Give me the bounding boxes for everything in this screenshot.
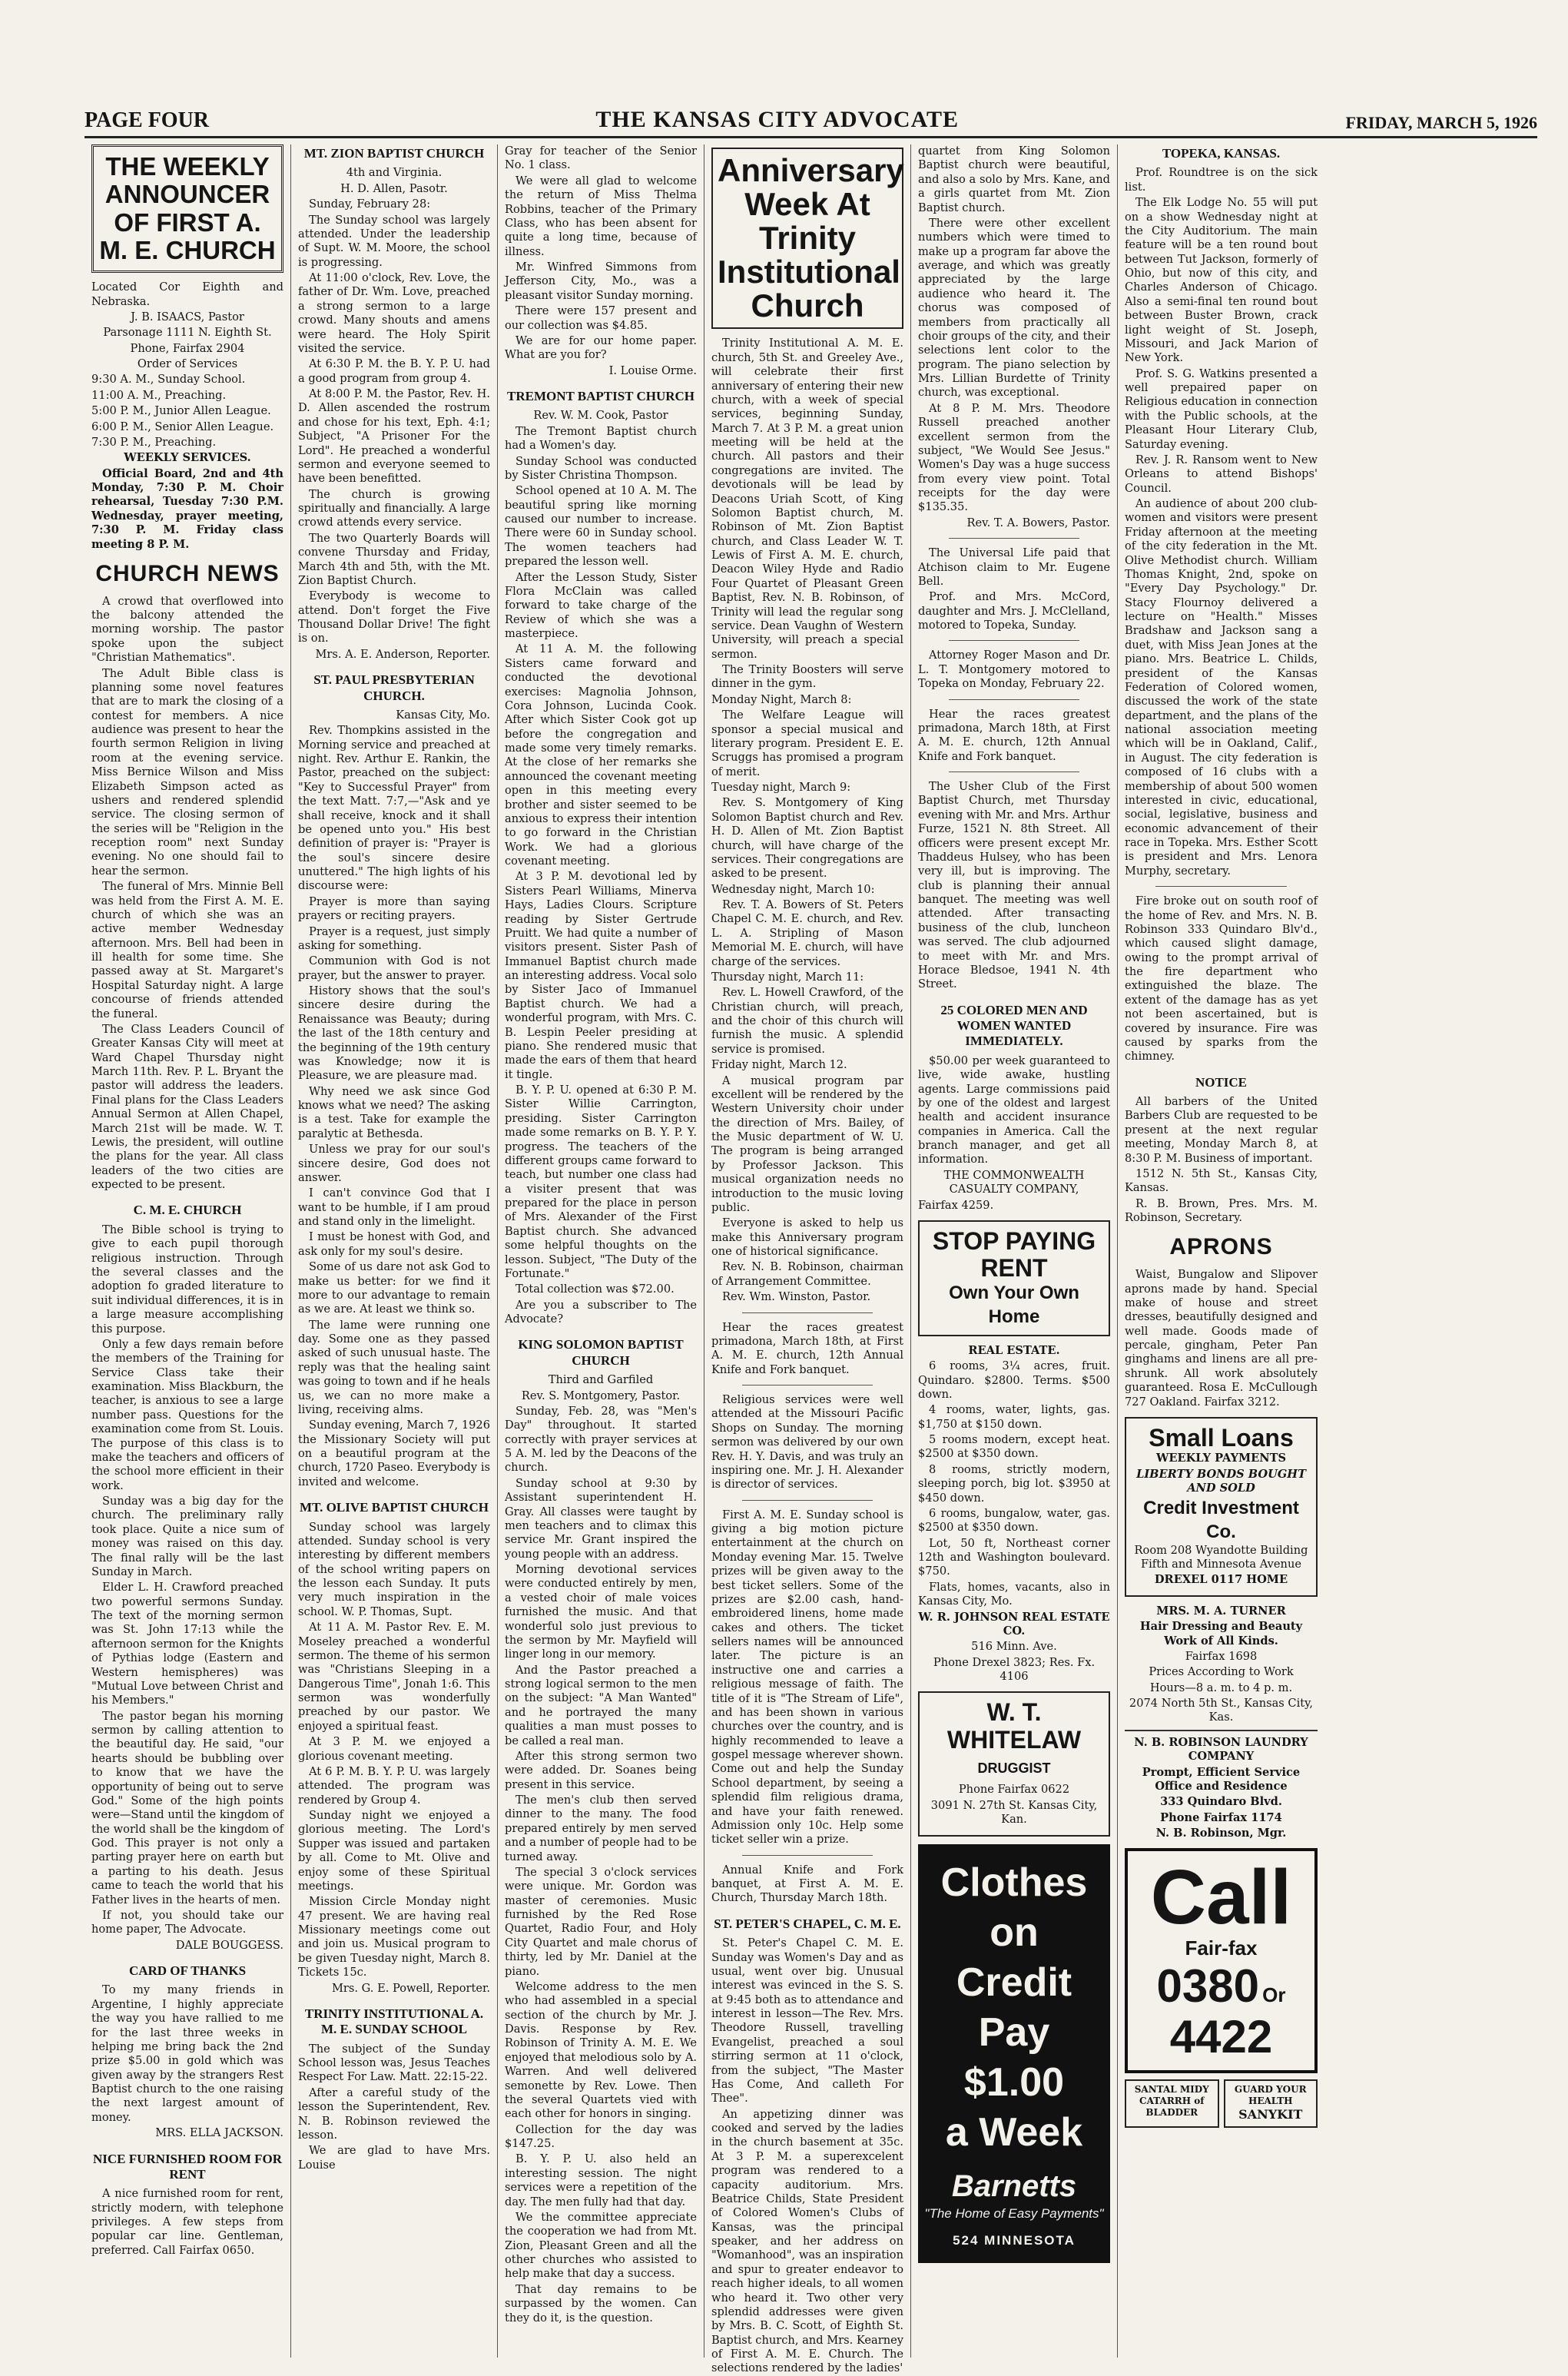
turner-name: MRS. M. A. TURNER	[1156, 1604, 1286, 1618]
small-loans-phone: DREXEL 0117 HOME	[1154, 1573, 1288, 1587]
call-fairfax-ad	[1125, 1848, 1318, 2073]
columns	[85, 144, 1537, 2375]
clothes-line: a Week	[945, 2109, 1083, 2155]
church-news-title: CHURCH NEWS	[95, 560, 280, 586]
divider	[949, 699, 1079, 700]
clothes-line: Clothes	[940, 1860, 1088, 1905]
mt-zion-paragraph: Sunday, February 28:	[309, 197, 431, 211]
anniversary-paragraph: The Welfare League will sponsor a special musical and literary program. President E. E. Scruggs has promised a program of merit.	[711, 708, 903, 778]
real-estate-listing: Flats, homes, vacants, also in Kansas City, Mo.	[918, 1580, 1110, 1608]
cme-paragraph: Only a few days remain before the members of the Training for Service Class take their examination. Miss Blackburn, the teacher, is anxious to see a large number pass. Questions for the examination come from St. Louis. The purpose of this class is to make the teachers and officers of the school more efficient in their work.	[91, 1337, 283, 1492]
anniversary-paragraph: Rev. T. A. Bowers of St. Peters Chapel C. M. E. church, and Rev. L. A. Stripling of Mason Memorial M. E. church, will have charge of the services.	[711, 898, 903, 968]
anniversary-paragraph: A musical program par excellent will be rendered by the Western University choir under the direction of Mrs. Bailey, of the Music department of W. U. The program is being arranged by Professor Jackson. This musical organization needs no introduction to the music loving public.	[711, 1074, 903, 1214]
barnetts-logo: Barnetts	[951, 2169, 1077, 2203]
small-loans-address: Room 208 Wyandotte Building Fifth and Minnesota Avenue	[1134, 1543, 1308, 1571]
notice-title: NOTICE	[1195, 1074, 1248, 1090]
continued-paragraph: quartet from King Solomon Baptist church were beautiful, and also a solo by Mrs. Kane, and a girls quartet from Mt. Zion Baptist church.	[918, 144, 1110, 214]
religious-services-notice: Religious services were well attended at the Missouri Pacific Shops on Sunday. The morning sermon was delivered by our own Rev. H. Y. Davis, and was truly an inspiring one. Mr. J. H. Alexander is director of services.	[711, 1393, 903, 1492]
small-loans-ad	[1125, 1417, 1318, 1597]
anniversary-chairman: Rev. N. B. Robinson, chairman of Arrangement Committee.	[711, 1260, 903, 1288]
st-paul-paragraph: Communion with God is not prayer, but the answer to prayer.	[298, 954, 490, 982]
aprons-title: APRONS	[1169, 1234, 1273, 1260]
tremont-paragraph: Are you a subscriber to The Advocate?	[505, 1298, 697, 1326]
anniversary-paragraph: Rev. L. Howell Crawford, of the Christian church, will preach, and the choir of this church will furnish the music. A splendid service is promised.	[711, 986, 903, 1056]
column-1	[85, 144, 291, 2358]
local-item: The Usher Club of the First Baptist Church, met Thursday evening with Mr. and Mrs. Arthur Furze, 1521 N. 8th Street. All officers were present except Mr. Thaddeus Hulsey, who has been very ill, but is improving. The club is planning their annual banquet. The meeting was well attended. After transacting business of the club, luncheon was served. The club adjourned to meet with Mr. and Mrs. Horace Bledsoe, 1941 N. 4th Street.	[918, 780, 1110, 991]
weekly-announcer-headline: THE WEEKLY ANNOUNCER OF FIRST A. M. E. CHURCH	[91, 144, 283, 273]
st-paul-paragraph: History shows that the soul's sincere desire during the Renaissance was Beauty; during the last of the 18th century and the beginning of the 19th century was Knowledge; now it is Pleasure, we are pleasure mad.	[298, 984, 490, 1083]
turner-address: 2074 North 5th St., Kansas City, Kas.	[1129, 1697, 1314, 1724]
fire-paragraph: Fire broke out on south roof of the home of Rev. and Mrs. N. B. Robinson 333 Quindaro Blv'd., which caused slight damage, owing to the prompt arrival of the fire department who extinguished the blaze. The extent of the damage has as yet not been ascertained, but is covered by insurance. Fire was caused by sparks from the chimney.	[1125, 894, 1318, 1064]
news-paragraph: The funeral of Mrs. Minnie Bell was held from the First A. M. E. church of which she was an active member Wednesday afternoon. Mrs. Bell had been in ill health for some time. She passed away at St. Margaret's Hospital Saturday night. A large concourse of friends attended the funeral.	[91, 880, 283, 1020]
turner-prices: Prices According to Work	[1149, 1665, 1294, 1679]
laundry-manager: N. B. Robinson, Mgr.	[1155, 1827, 1287, 1840]
king-solomon-paragraph: Sunday, Feb. 28, was "Men's Day" throughout. It started correctly with prayer services at 5 A. M. led by the Deacons of the church.	[505, 1404, 697, 1475]
anniversary-paragraph: Wednesday night, March 10:	[711, 882, 875, 896]
santal-midy-label: SANTAL MIDY	[1134, 2084, 1209, 2096]
divider	[742, 1312, 873, 1313]
st-paul-place: Kansas City, Mo.	[396, 708, 490, 722]
trinity-sunday-school-title: TRINITY INSTITUTIONAL A. M. E. SUNDAY SCHOOL	[304, 2006, 484, 2037]
real-estate-phone: Phone Drexel 3823; Res. Fx. 4106	[933, 1655, 1096, 1684]
mt-olive-reporter: Mrs. G. E. Powell, Reporter.	[331, 1981, 490, 1995]
card-of-thanks-signature: MRS. ELLA JACKSON.	[155, 2126, 283, 2140]
wanted-phone: Fairfax 4259.	[918, 1198, 994, 1212]
small-loans-headline: Small Loans	[1149, 1423, 1294, 1452]
service-item: 5:00 P. M., Junior Allen League.	[91, 404, 271, 418]
turner-hours: Hours—8 a. m. to 4 p. m.	[1149, 1681, 1293, 1694]
small-loans-bonds: LIBERTY BONDS BOUGHT AND SOLD	[1136, 1467, 1306, 1495]
laundry-name: N. B. ROBINSON LAUNDRY COMPANY	[1134, 1735, 1308, 1764]
mt-zion-paragraph: The Sunday school was largely attended. Under the leadership of Supt. W. M. Moore, the school is progressing.	[298, 213, 490, 269]
trinity-paragraph: We are glad to have Mrs. Louise	[298, 2144, 490, 2172]
st-peters-title: ST. PETER'S CHAPEL, C. M. E.	[714, 1916, 901, 1931]
sanykit-label: SANYKIT	[1238, 2107, 1303, 2122]
mt-olive-paragraph: Sunday school was largely attended. Sunday school is very interesting by different members of the school writing papers on the lesson each Sunday. It puts very much inspiration in the school. W. P. Thomas, Supt.	[298, 1520, 490, 1618]
notice-address: 1512 N. 5th St., Kansas City, Kansas.	[1125, 1166, 1318, 1195]
room-for-rent-title: NICE FURNISHED ROOM FOR RENT	[92, 2151, 283, 2182]
call-or: Or	[1262, 1983, 1286, 2007]
anniversary-week-headline: Anniversary Week At Trinity Institutional Church	[711, 148, 903, 329]
real-estate-listing: 6 rooms, bungalow, water, gas. $2500 at $350 down.	[918, 1506, 1110, 1535]
mt-zion-paragraph: At 11:00 o'clock, Rev. Love, the father of Dr. Wm. Love, preached a strong sermon to a large crowd. Many shouts and amens were heard. The Holy Spirit visited the service.	[298, 271, 490, 355]
st-paul-paragraph: Unless we pray for our soul's sincere desire, God does not answer.	[298, 1143, 490, 1184]
st-paul-paragraph: Sunday evening, March 7, 1926 the Missionary Society will put on a beautiful program at the church, 1720 Paseo. Everybody is invited and welcome.	[298, 1419, 490, 1488]
druggist-phone: Phone Fairfax 0622	[958, 1783, 1070, 1797]
king-solomon-paragraph: B. Y. P. U. also held an interesting session. The night services were a repetition of the day. The men fully had that day.	[505, 2152, 697, 2208]
king-solomon-address: Third and Garfiled	[548, 1373, 654, 1387]
news-paragraph: The Adult Bible class is planning some novel features that are to mark the closing of a contest for members. A nice audience was present to hear the fourth sermon Religion in living room at the evening service. Miss Bernice Wilson and Miss Elizabeth Simpson acted as ushers and rendered splendid service. The closing sermon of the series will be "Religion in the reception room" next Sunday evening. No one should fail to hear the sermon.	[91, 666, 283, 878]
anniversary-paragraph: Rev. S. Montgomery of King Solomon Baptist church and Rev. H. D. Allen of Mt. Zion Baptist church, will have charge of the services. Their congregations are asked to be present.	[711, 796, 903, 881]
anniversary-paragraph: Tuesday night, March 9:	[711, 781, 851, 795]
column-6	[1118, 144, 1324, 2358]
news-paragraph: A crowd that overflowed into the balcony attended the morning worship. The pastor spoke upon the subject "Christian Mathematics".	[91, 594, 283, 665]
mt-olive-paragraph: At 6 P. M. B. Y. P. U. was largely attended. The program was rendered by Group 4.	[298, 1764, 490, 1807]
anniversary-pastor: Rev. Wm. Winston, Pastor.	[722, 1290, 871, 1304]
catarrh-label: CATARRH of BLADDER	[1139, 2096, 1205, 2119]
local-item: Hear the races greatest primadona, March 18th, at First A. M. E. church, 12th Annual Knife and Fork banquet.	[918, 707, 1110, 763]
real-estate-listing: 5 rooms modern, except heat. $2500 at $350 down.	[918, 1433, 1110, 1461]
weekly-services: Official Board, 2nd and 4th Monday, 7:30 P. M. Choir rehearsal, Tuesday 7:30 P.M. Wednesday, prayer meeting, 7:30 P. M. Friday class meeting 8 P. M.	[91, 466, 283, 551]
real-estate-headline: STOP PAYING RENT	[932, 1226, 1096, 1283]
mt-zion-paragraph: The two Quarterly Boards will convene Thursday and Friday, March 4th and 5th, with the Mt. Zion Baptist Church.	[298, 531, 490, 587]
tremont-paragraph: School opened at 10 A. M. The beautiful spring like morning caused our number to increase. There were 60 in Sunday school. The women teachers had prepared the lesson well.	[505, 484, 697, 569]
column-4	[704, 144, 911, 2375]
topeka-paragraph: Prof. Roundtree is on the sick list.	[1125, 166, 1318, 194]
weekly-services-title: WEEKLY SERVICES.	[124, 451, 251, 465]
laundry-address: 333 Quindaro Blvd.	[1160, 1795, 1282, 1809]
divider	[742, 1500, 873, 1501]
king-solomon-paragraph: The special 3 o'clock services were unique. Mr. Gordon was master of ceremonies. Music furnished by the Red Rose Quartet, Radio Four, and Holy City Quartet and male chorus of thirty, led by Mr. Daniel at the piano.	[505, 1865, 697, 1978]
anniversary-paragraph: Thursday night, March 11:	[711, 970, 864, 984]
divider	[949, 640, 1079, 641]
st-peters-paragraph: St. Peter's Chapel C. M. E. Sunday was Women's Day and as usual, went over big. Unusual interest was evinced in the S. S. at 9:45 both as to attendance and interest in lesson—The Rev. Mrs. Theodore Russell, travelling Evangelist, preached a soul stirring sermon at 11 o'clock, from the subject, "The Master Has Come, And calleth For Thee".	[711, 1936, 903, 2106]
topeka-paragraph: An audience of about 200 club-women and visitors were present Friday afternoon at the meeting of the city federation in the Mt. Olive Methodist church. William Thomas Knight, 2nd, spoke on "Every Day Psychology." Dr. Stacy Flournoy delivered a lecture on "Health." Misses Bradshaw and Jackson sang a duet, with Miss Jean Jones at the piano. Mrs. Beatrice L. Childs, president of the Kansas Federation of Colored women, discussed the work of the state department, and the plans of the national association meeting which will be in Oakland, Calif., in August. The city federation is composed of 16 clubs with a membership of about 500 women interested in civic, educational, social, legislative, business and economic advancement of their race in Topeka. Mrs. Esther Scott is president and Mrs. Lenora Murphy, secretary.	[1125, 497, 1318, 878]
card-of-thanks-text: To my many friends in Argentine, I highly appreciate the way you have rallied to me for the last three weeks in helping me bring back the 2nd prize $5.00 in gold which was given away by the strangers Rest Baptist church to the one raising the next largest amount of money.	[91, 1983, 283, 2124]
santal-midy-ad	[1125, 2079, 1219, 2127]
wanted-text: $50.00 per week guaranteed to live, wide awake, hustling agents. Large commissions paid by one of the oldest and largest health and accident insurance companies in America. Call the branch manager, and get all information.	[918, 1054, 1110, 1166]
real-estate-listing: 6 rooms, 3¼ acres, fruit. Quindaro. $2800. Terms. $500 down.	[918, 1359, 1110, 1401]
cme-paragraph: Elder L. H. Crawford preached two powerful sermons Sunday. The text of the morning sermon was St. John 17:13 while the afternoon sermon for the Knights of Pythias lodge (Eastern and Western hemispheres) was "Mutual Love between Christ and his Members."	[91, 1581, 283, 1707]
mt-zion-reporter: Mrs. A. E. Anderson, Reporter.	[315, 647, 490, 661]
tremont-paragraph: At 11 A. M. the following Sisters came forward and conducted the devotional exercises: Magnolia Johnson, Cora Johnson, Lucinda Cook. After which Sister Cook got up before the congregation and made some very timely remarks. At the close of her remarks she announced the covenant meeting open in this meeting every brother and sister seemed to be anxious to express their intention to go forward in the Christian Work. We had a glorious covenant meeting.	[505, 642, 697, 868]
anniversary-paragraph: Friday night, March 12.	[711, 1058, 847, 1072]
notice-text: All barbers of the United Barbers Club are requested to be present at the next regular meeting, Monday March 8, at 8:30 P. M. Business of important.	[1125, 1095, 1318, 1165]
king-solomon-pastor: Rev. S. Montgomery, Pastor.	[521, 1389, 681, 1402]
banquet-notice: Annual Knife and Fork banquet, at First A. M. E. Church, Thursday March 18th.	[711, 1863, 903, 1905]
mt-zion-pastor: H. D. Allen, Pasotr.	[340, 181, 448, 195]
continued-paragraph: There were 157 present and our collection was $4.85.	[505, 304, 697, 332]
tremont-paragraph: Total collection was $72.00.	[515, 1283, 675, 1296]
topeka-paragraph: Rev. J. R. Ransom went to New Orleans to attend Bishops' Council.	[1125, 453, 1318, 495]
laundry-phone: Phone Fairfax 1174	[1160, 1810, 1282, 1824]
divider	[949, 538, 1079, 539]
health-ads	[1125, 2079, 1318, 2127]
clothes-line: Pay	[978, 2009, 1050, 2055]
divider	[742, 1855, 873, 1856]
druggist-name: W. T. WHITELAW	[946, 1698, 1082, 1754]
st-paul-paragraph: I can't convince God that I want to be humble, if I am proud and stand only in the limelight.	[298, 1186, 490, 1229]
mt-zion-title: MT. ZION BAPTIST CHURCH	[303, 146, 485, 161]
tremont-paragraph: The Tremont Baptist church had a Women's day.	[505, 424, 697, 453]
mt-olive-paragraph: Sunday night we enjoyed a glorious meeting. The Lord's Supper was issued and partaken by all. Come to Mt. Olive and enjoy some of these Spiritual meetings.	[298, 1809, 490, 1893]
clothes-line: $1.00	[963, 2059, 1065, 2105]
call-word: Call	[1150, 1854, 1292, 1941]
call-number-1: 0380	[1156, 1960, 1260, 2013]
mt-olive-paragraph: Mission Circle Monday night 47 present. We are having real Missionary meetings come out and join us. Musical program to be given Tuesday night, March 8. Tickets 15c.	[298, 1895, 490, 1979]
king-solomon-paragraph: And the Pastor preached a strong logical sermon to the men on the subject: "A Man Wanted" and he portrayed the many qualities a man must posses to be called a real man.	[505, 1663, 697, 1747]
cme-paragraph: If not, you should take our home paper, The Advocate.	[91, 1908, 283, 1936]
mt-zion-paragraph: Everybody is wecome to attend. Don't forget the Five Thousand Dollar Drive! The fight is on.	[298, 589, 490, 645]
credit-investment-co: Credit Investment Co.	[1143, 1498, 1299, 1542]
column-5	[911, 144, 1118, 2358]
king-solomon-paragraph: Morning devotional services were conducted entirely by men, a vested choir of male voices furnished the music. And that wonderful solo just previous to the sermon by Mr. Mayfield will linger long in our memory.	[505, 1563, 697, 1661]
continued-paragraph: Gray for teacher of the Senior No. 1 class.	[505, 144, 697, 172]
king-solomon-paragraph: The men's club then served dinner to the many. The food prepared entirely by men served and a number of people had to be turned away.	[505, 1794, 697, 1863]
service-item: 6:00 P. M., Senior Allen League.	[91, 420, 274, 433]
st-paul-paragraph: The lame were running one day. Some one as they passed asked of such unusual haste. The reply was that the healing saint was going to town and if he heals us, we can no more make a living, receiving alms.	[298, 1318, 490, 1416]
trinity-paragraph: The subject of the Sunday School lesson was, Jesus Teaches Respect For Law. Matt. 22:15-22.	[298, 2042, 490, 2084]
continued-paragraph: We were all glad to welcome the return of Miss Thelma Robbins, teacher of the Primary Class, who has been absent for quite a long time, because of illness.	[505, 174, 697, 258]
tremont-title: TREMONT BAPTIST CHURCH	[506, 389, 695, 403]
local-item: The Universal Life paid that Atchison claim to Mr. Eugene Bell.	[918, 546, 1110, 588]
real-estate-listing: 4 rooms, water, lights, gas. $1,750 at $150 down.	[918, 1403, 1110, 1431]
continued-paragraph: There were other excellent numbers which were timed to make up a program far above the average, and which was greatly appreciated by the large audience who heard it. The chorus was composed of members from practically all choir groups of the city, and their selections lent color to the program. The piano selection by Mrs. Lillian Burdette of Trinity church, was exceptional.	[918, 216, 1110, 400]
service-item: 11:00 A. M., Preaching.	[91, 388, 227, 402]
mt-olive-paragraph: At 3 P. M. we enjoyed a glorious covenant meeting.	[298, 1735, 490, 1763]
turner-services: Hair Dressing and Beauty Work of All Kinds.	[1139, 1620, 1303, 1648]
st-paul-paragraph: Some of us dare not ask God to make us better: for we find it more to our advantage to remain as we are. At least we think so.	[298, 1260, 490, 1316]
issue-date: FRIDAY, MARCH 5, 1926	[1345, 113, 1537, 132]
mt-zion-paragraph: At 8:00 P. M. the Pastor, Rev. H. D. Allen ascended the rostrum and chose for his text, Eph. 4:1; Subject, "A Prisoner For the Lord". He preached a wonderful sermon and everyone seemed to have been benefitted.	[298, 387, 490, 486]
guard-health-label: GUARD YOUR HEALTH	[1234, 2084, 1307, 2107]
real-estate-listing: Lot, 50 ft, Northeast corner 12th and Washington boulevard. $750.	[918, 1536, 1110, 1578]
news-paragraph: The Class Leaders Council of Greater Kansas City will meet at Ward Chapel Thursday night March 11th. Rev. P. L. Bryant the pastor will address the leaders. Final plans for the Class Leaders Annual Sermon at Allen Chapel, March 21st will be made. W. T. Lewis, the president, will outline the plans for the year. All class leaders of the two cities are expected to be present.	[91, 1022, 283, 1192]
order-title: Order of Services	[137, 357, 238, 371]
continued-paragraph: Mr. Winfred Simmons from Jefferson City, Mo., was a pleasant visitor Sunday morning.	[505, 260, 697, 302]
st-peters-paragraph: An appetizing dinner was cooked and served by the ladies in the church basement at 35c. At 3 P. M. a superexcelent program was rendered to a capacity auditorium. Mrs. Beatrice Childs, State President of Colored Women's Clubs of Kansas, was the principal speaker, and her address on "Womanhood", was an inspiration and spur to greater endeavor to reach higher ideals, to all women who heard it. Two other very splendid addresses were given by Mrs. B. C. Scott, of Eighth St. Baptist church, and Mrs. Kearney of First A. M. E. Church. The selections rendered by the ladies'	[711, 2107, 903, 2375]
real-estate-address: 516 Minn. Ave.	[971, 1640, 1057, 1654]
druggist-address: 3091 N. 27th St. Kansas City, Kan.	[930, 1798, 1098, 1827]
barnetts-address: 524 MINNESOTA	[953, 2233, 1076, 2248]
trinity-paragraph: After a careful study of the lesson the Superintendent, Rev. N. B. Robinson reviewed the lesson.	[298, 2086, 490, 2142]
tremont-paragraph: B. Y. P. U. opened at 6:30 P. M. Sister Willie Carrington, presiding. Sister Carrington made some remarks on B. Y. P. Y. progress. The teachers of the different groups came forward to teach, but number one class had a visiter present that was prepared for the place in person of Mrs. Alexander of the First Baptist church. She advanced some helpful thoughts on the lesson. Subject, "The Duty of the Fortunate."	[505, 1083, 697, 1280]
motion-picture-notice: First A. M. E. Sunday school is giving a big motion picture entertainment at the church on Monday evening Mar. 15. Twelve prizes will be given away to the best ticket sellers. Some of the prizes are $2.00 cash, hand-embroidered linens, home made cakes and others. The ticket sellers names will be announced later. The picture is an instructive one and carries a religious message of faith. The title of it is "The Stream of Life", and has been shown in various churches over the country, and is highly recommended to leave a gospel message wherever shown. Come out and help the Sunday School department, by seeing a splendid film religious drama, and have your faith renewed. Admission only 10c. Help some ticket seller win a prize.	[711, 1508, 903, 1847]
laundry-service: Prompt, Efficient Service Office and Residence	[1142, 1765, 1301, 1793]
tremont-paragraph: After the Lesson Study, Sister Flora McClain was called forward to take charge of the Review of which she was a masterpiece.	[505, 570, 697, 641]
cme-paragraph: The pastor began his morning sermon by calling attention to the beautiful day. He said, "our hearts should be bubbling over to know that we have the opportunity of being out to serve God." Some of the high points were—Stand until the kingdom of the world shall be the kingdom of God. This prayer is not only a parting prayer here on earth but a parting to his death. Jesus came to teach the world that his Father lives in the hearts of men.	[91, 1709, 283, 1906]
newspaper-title: THE KANSAS CITY ADVOCATE	[595, 107, 960, 132]
tremont-paragraph: Sunday School was conducted by Sister Christina Thompson.	[505, 454, 697, 482]
parsonage: Parsonage 1111 N. Eighth St.	[103, 326, 272, 340]
druggist-title: DRUGGIST	[977, 1760, 1051, 1776]
mt-zion-paragraph: At 6:30 P. M. the B. Y. P. U. had a good program from group 4.	[298, 357, 490, 385]
st-paul-paragraph: I must be honest with God, and ask only for my soul's desire.	[298, 1230, 490, 1258]
mt-zion-address: 4th and Virginia.	[346, 166, 443, 180]
tremont-pastor: Rev. W. M. Cook, Pastor	[533, 409, 668, 423]
sanykit-ad	[1224, 2079, 1318, 2127]
races-notice: Hear the races greatest primadona, March 18th, at First A. M. E. church, 12th Annual Knife and Fork banquet.	[711, 1320, 903, 1376]
cme-signature: DALE BOUGGESS.	[175, 1938, 283, 1952]
king-solomon-paragraph: We the committee appreciate the cooperation we had from Mt. Zion, Pleasant Green and all the other churches who assisted to help make that day a success.	[505, 2210, 697, 2281]
divider	[1155, 886, 1287, 887]
continued-paragraph: We are for our home paper. What are you for?	[505, 334, 697, 362]
aprons-text: Waist, Bungalow and Slipover aprons made by hand. Special make of house and street dresses, beautifully designed and well made. Goods made of percale, gingham, Peter Pan ginghams and linens are all pre-shrunk. All work absolutely guaranteed. Rosa E. McCullough 727 Oakland. Fairfax 3212.	[1125, 1268, 1318, 1409]
barnetts-tagline: "The Home of Easy Payments"	[924, 2205, 1104, 2221]
st-paul-paragraph: Prayer is a request, just simply asking for something.	[298, 924, 490, 952]
anniversary-paragraph: The Trinity Boosters will serve dinner in the gym.	[711, 663, 903, 691]
continued-signature: Rev. T. A. Bowers, Pastor.	[966, 516, 1110, 529]
clothes-credit-ad	[918, 1844, 1110, 2263]
king-solomon-paragraph: After this strong sermon two were added. Dr. Soanes being present in this service.	[505, 1749, 697, 1791]
mt-olive-title: MT. OLIVE BAPTIST CHURCH	[300, 1500, 489, 1515]
st-paul-paragraph: Prayer is more than saying prayers or reciting prayers.	[298, 894, 490, 923]
real-estate-listing: 8 rooms, strictly modern, sleeping porch, big lot. $3950 at $450 down.	[918, 1462, 1110, 1505]
tremont-paragraph: At 3 P. M. devotional led by Sisters Pearl Williams, Minerva Hays, Ladies Clours. Scripture reading by Sister Gertrude Pruitt. We had quite a number of visitors present. Sister Pash of Immanuel Baptist church made an interesting address. Vocal solo by Sister Jaco of Immanuel Baptist church. We had a wonderful program, with Mrs. C. B. Lespin Peeler presiding at piano. She rendered music that made the ears of them that heard it tingle.	[505, 870, 697, 1081]
church-phone: Phone, Fairfax 2904	[130, 341, 245, 355]
continued-signature: I. Louise Orme.	[608, 363, 697, 377]
topeka-paragraph: Prof. S. G. Watkins presented a well prepaired paper on Religious education in connection with the Public schools, at the Pleasant Hour Literary Club, Saturday evening.	[1125, 367, 1318, 451]
pastor-name: J. B. ISAACS, Pastor	[131, 310, 244, 324]
st-paul-paragraph: Why need we ask since God knows what we need? The asking is a test. Take for example the paralytic at Bethesda.	[298, 1084, 490, 1140]
druggist-ad	[918, 1691, 1110, 1836]
continued-paragraph: At 8 P. M. Mrs. Theodore Russell preached another excellent sermon from the subject, "We Would See Jesus." Women's Day was a huge success from every view point. Total receipts for the day were $135.35.	[918, 401, 1110, 514]
service-item: 7:30 P. M., Preaching.	[91, 435, 217, 449]
wanted-title: 25 COLORED MEN AND WOMEN WANTED IMMEDIATELY.	[940, 1002, 1088, 1049]
king-solomon-paragraph: Collection for the day was $147.25.	[505, 2122, 697, 2151]
masthead	[85, 108, 1537, 138]
local-item: Prof. and Mrs. McCord, daughter and Mrs. J. McClelland, motored to Topeka, Sunday.	[918, 590, 1110, 632]
church-location: Located Cor Eighth and Nebraska.	[91, 280, 283, 308]
column-3	[498, 144, 704, 2358]
king-solomon-paragraph: Sunday school at 9:30 by Assistant superintendent H. Gray. All classes were taught by men teachers and to climax this service Mr. Grant inspired the young people with an address.	[505, 1476, 697, 1561]
card-of-thanks-title: CARD OF THANKS	[128, 1963, 247, 1978]
room-for-rent-text: A nice furnished room for rent, strictly modern, with telephone privileges. A few steps from popular car line. Gentleman, preferred. Call Fairfax 0650.	[91, 2187, 283, 2257]
st-paul-title: ST. PAUL PRESBYTERIAN CHURCH.	[313, 672, 475, 703]
topeka-paragraph: The Elk Lodge No. 55 will put on a show Wednesday night at the City Auditorium. The main feature will be a ten round bout between Tut Jackson, formerly of Ohio, but now of this city, and Charles Anderson of Chicago. Also a semi-final ten round bout between Buster Brown, crack light weight of St. Joseph, Missouri, and Jack Marion of New York.	[1125, 196, 1318, 365]
small-loans-sub: WEEKLY PAYMENTS	[1155, 1452, 1287, 1465]
turner-phone: Fairfax 1698	[1185, 1649, 1258, 1663]
mt-zion-paragraph: The church is growing spiritually and financially. A large crowd attends every service.	[298, 487, 490, 529]
clothes-line: Credit	[956, 1960, 1072, 2005]
king-solomon-title: KING SOLOMON BAPTIST CHURCH	[518, 1337, 684, 1368]
real-estate-company: W. R. JOHNSON REAL ESTATE CO.	[918, 1610, 1110, 1638]
king-solomon-paragraph: That day remains to be surpassed by the women. Can they do it, is the question.	[505, 2282, 697, 2325]
real-estate-heading: REAL ESTATE.	[968, 1343, 1060, 1357]
anniversary-paragraph: Trinity Institutional A. M. E. church, 5th St. and Greeley Ave., will celebrate their first anniversary of entering their new church, with a week of special services, beginning Sunday, March 7. At 3 P. M. a great union meeting will be held at the church. All pastors and their congregations are invited. The devotionals will be lead by Deacons Uriah Scott, of King Solomon Baptist church, M. Robinson of Mt. Zion Baptist church, and Class Leader W. T. Lewis of First A. M. E. church, Deacon Wiley Hyde and Radio Four Quartet of Pleasant Green Baptist, Rev. N. B. Robinson, of Trinity will lead the regular song service. Dean Vaughn of Western University, will preach a special sermon.	[711, 337, 903, 661]
column-2	[291, 144, 498, 2358]
mt-olive-paragraph: At 11 A. M. Pastor Rev. E. M. Moseley preached a wonderful sermon. The theme of his sermon was "Christians Sleeping in a Dangerous Time", Jonah 1:6. This sermon was wonderfully preached by our pastor. We enjoyed a spiritual feast.	[298, 1621, 490, 1733]
real-estate-subhead: Own Your Own Home	[949, 1283, 1079, 1327]
cme-paragraph: Sunday was a big day for the church. The preliminary rally took place. Quite a nice sum of money was raised on this day. The final rally will be the last Sunday in March.	[91, 1495, 283, 1578]
wanted-company: THE COMMONWEALTH CASUALTY COMPANY,	[943, 1168, 1085, 1196]
call-fairfax: Fair-fax	[1185, 1936, 1258, 1960]
topeka-title: TOPEKA, KANSAS.	[1162, 146, 1281, 161]
divider	[1125, 1730, 1318, 1731]
cme-paragraph: The Bible school is trying to give to each pupil thorough religious instruction. Through the several classes and the adoption fo graded literature to suit individual differences, it is in a large measure accomplishing this purpose.	[91, 1223, 283, 1336]
anniversary-paragraph: Monday Night, March 8:	[711, 692, 852, 706]
cme-church-title: C. M. E. CHURCH	[133, 1203, 242, 1218]
service-item: 9:30 A. M., Sunday School.	[91, 373, 246, 387]
call-number-2: 4422	[1169, 2011, 1273, 2063]
real-estate-ad	[918, 1220, 1110, 1336]
notice-signature: R. B. Brown, Pres. Mrs. M. Robinson, Secretary.	[1125, 1196, 1318, 1225]
local-item: Attorney Roger Mason and Dr. L. T. Montgomery motored to Topeka on Monday, February 22.	[918, 649, 1110, 691]
anniversary-paragraph: Everyone is asked to help us make this Anniversary program one of historical significance.	[711, 1216, 903, 1259]
st-paul-paragraph: Rev. Thompkins assisted in the Morning service and preached at night. Rev. Arthur E. Rankin, the Pastor, preached on the subject: "Key to Successful Prayer" from the text Matt. 7:7,—"Ask and ye shall receive, knock and it shall be opened unto you." His best definition of prayer is: "Prayer is the soul's sincere desire unuttered." The high lights of his discourse were:	[298, 724, 490, 893]
page-number: PAGE FOUR	[85, 108, 210, 132]
king-solomon-paragraph: Welcome address to the men who had assembled in a special section of the church by Mr. J. Davis. Response by Rev. Robinson of Trinity A. M. E. We enjoyed that melodious solo by A. Warren. And well delivered semonette by Rev. Lowe. Then the several Quartets vied with each other for honors in singing.	[505, 1979, 697, 2121]
clothes-line: on	[990, 1910, 1039, 1955]
